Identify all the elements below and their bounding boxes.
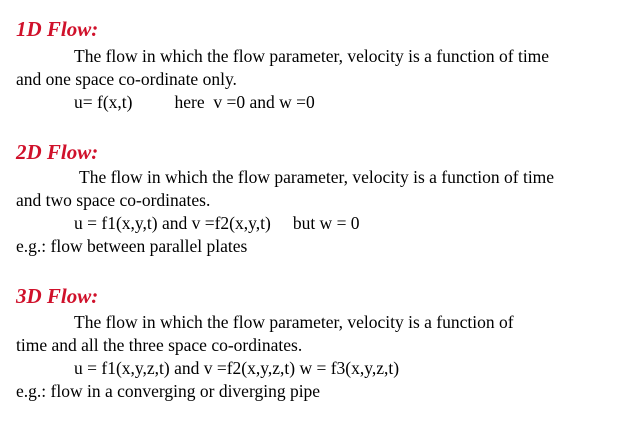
description-1d-line-2: and one space co-ordinate only. [16, 69, 237, 89]
equation-2d-main: u = f1(x,y,t) and v =f2(x,y,t) [74, 213, 271, 233]
example-3d: e.g.: flow in a converging or diverging pipe [16, 381, 321, 401]
description-1d-line-1: The flow in which the flow parameter, velocity is a function of time [74, 46, 550, 66]
heading-1d-flow: 1D Flow: [16, 17, 99, 41]
equation-2d [74, 212, 360, 234]
description-3d-line-2: time and all the three space co-ordinates. [16, 335, 303, 355]
equation-3d: u = f1(x,y,z,t) and v =f2(x,y,z,t) w = f3(x,y,z,t) [74, 358, 400, 378]
equation-1d-main: u= f(x,t) [74, 92, 133, 112]
example-2d: e.g.: flow between parallel plates [16, 236, 248, 256]
description-2d-line-1: The flow in which the flow parameter, velocity is a function of time [79, 167, 555, 187]
heading-3d-flow: 3D Flow: [16, 284, 99, 308]
equation-2d-note: but w = 0 [292, 213, 360, 233]
equation-1d-note: here v =0 and w =0 [174, 92, 315, 112]
description-3d-line-1: The flow in which the flow parameter, velocity is a function of [74, 312, 514, 332]
heading-2d-flow: 2D Flow: [16, 140, 99, 164]
equation-1d [74, 91, 315, 113]
description-2d-line-2: and two space co-ordinates. [16, 190, 211, 210]
